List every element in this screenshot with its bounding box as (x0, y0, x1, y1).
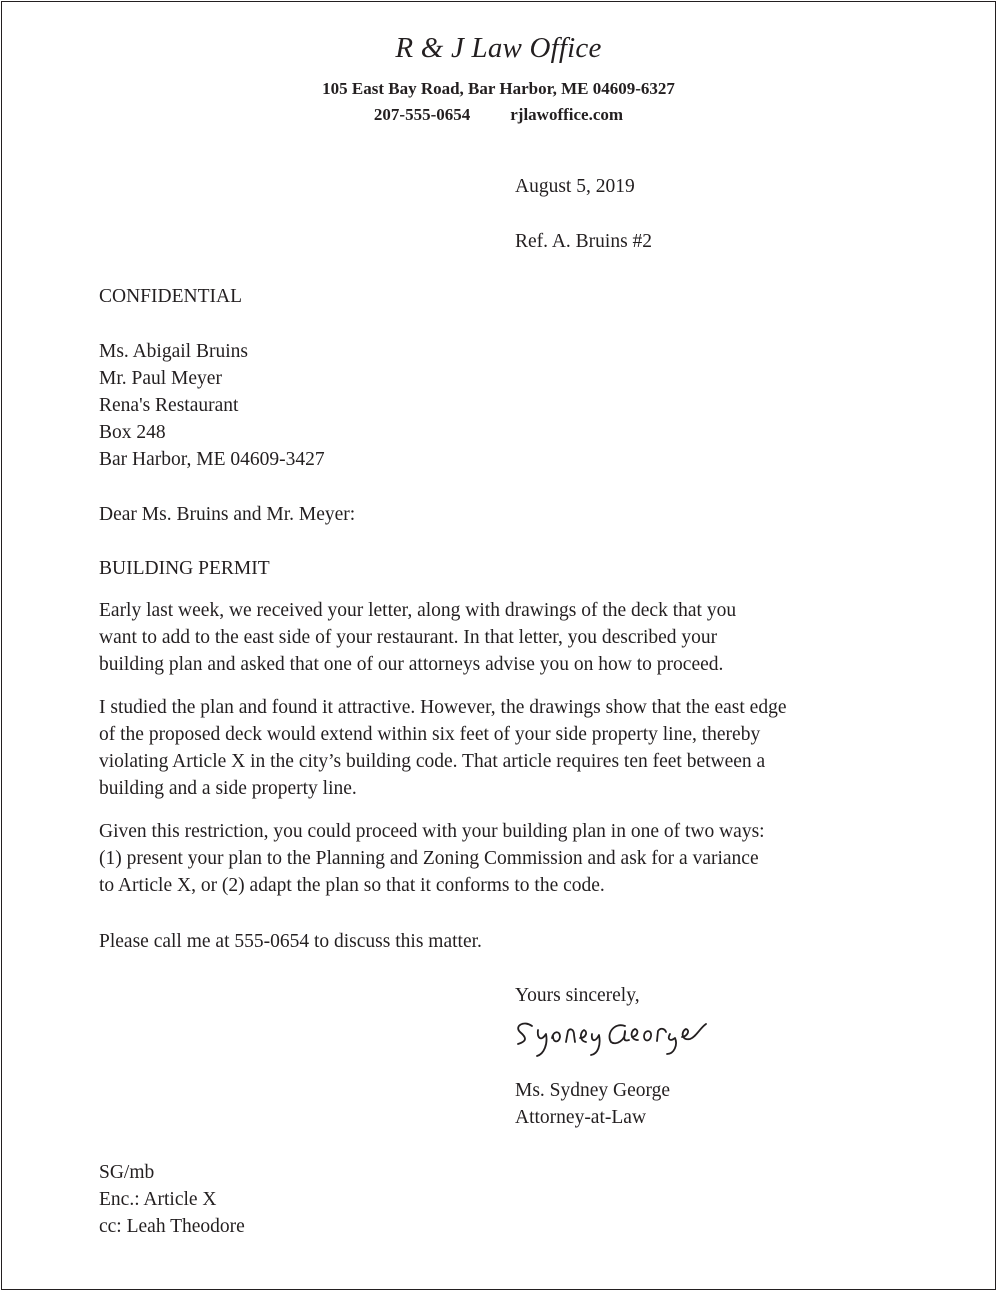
recipient-line: Mr. Paul Meyer (99, 368, 222, 389)
sender-title: Attorney-at-Law (515, 1107, 647, 1128)
body-line: violating Article X in the city’s building code. That article requires ten feet between a (99, 751, 766, 772)
sender-name: Ms. Sydney George (515, 1080, 671, 1101)
recipient-line: Bar Harbor, ME 04609-3427 (99, 449, 325, 470)
firm-phone: 207-555-0654 (373, 105, 471, 124)
body-line: (1) present your plan to the Planning and Zoning Commission and ask for a variance (99, 848, 759, 869)
letter-date: August 5, 2019 (515, 176, 635, 197)
body-line: building plan and asked that one of our attorneys advise you on how to proceed. (99, 654, 724, 675)
firm-address: 105 East Bay Road, Bar Harbor, ME 04609-6327 (322, 79, 675, 98)
body-line: Please call me at 555-0654 to discuss this matter. (99, 931, 482, 952)
body-paragraph (99, 694, 919, 802)
firm-website: rjlawoffice.com (510, 105, 624, 124)
body-line: Early last week, we received your letter, along with drawings of the deck that you (99, 600, 737, 621)
body-paragraph (99, 818, 919, 899)
body-line: I studied the plan and found it attractive. However, the drawings show that the east edge (99, 697, 787, 718)
sender-block (515, 1077, 670, 1131)
reference-notations (99, 1159, 245, 1240)
recipient-line: Ms. Abigail Bruins (99, 341, 248, 362)
body-line: building and a side property line. (99, 778, 357, 799)
handwritten-signature (510, 1012, 800, 1062)
confidential-notation: CONFIDENTIAL (99, 286, 242, 307)
complimentary-close: Yours sincerely, (515, 985, 640, 1006)
recipient-line: Box 248 (99, 422, 166, 443)
recipient-line: Rena's Restaurant (99, 395, 239, 416)
firm-contact (2, 105, 995, 125)
letter-page (1, 1, 996, 1290)
body-paragraph (99, 597, 919, 678)
initials-notation: SG/mb (99, 1162, 155, 1183)
body-line: Given this restriction, you could proceed with your building plan in one of two ways: (99, 821, 765, 842)
reference-line: Ref. A. Bruins #2 (515, 231, 653, 252)
body-line: to Article X, or (2) adapt the plan so that it conforms to the code. (99, 875, 605, 896)
salutation: Dear Ms. Bruins and Mr. Meyer: (99, 504, 356, 525)
body-line: want to add to the east side of your restaurant. In that letter, you described your (99, 627, 718, 648)
body-line: of the proposed deck would extend within six feet of your side property line, thereby (99, 724, 761, 745)
enclosure-notation: Enc.: Article X (99, 1189, 217, 1210)
copy-notation: cc: Leah Theodore (99, 1216, 245, 1237)
subject-line: BUILDING PERMIT (99, 558, 270, 579)
body-paragraph (99, 928, 919, 955)
inside-address (99, 338, 325, 473)
firm-name: R & J Law Office (395, 32, 602, 64)
